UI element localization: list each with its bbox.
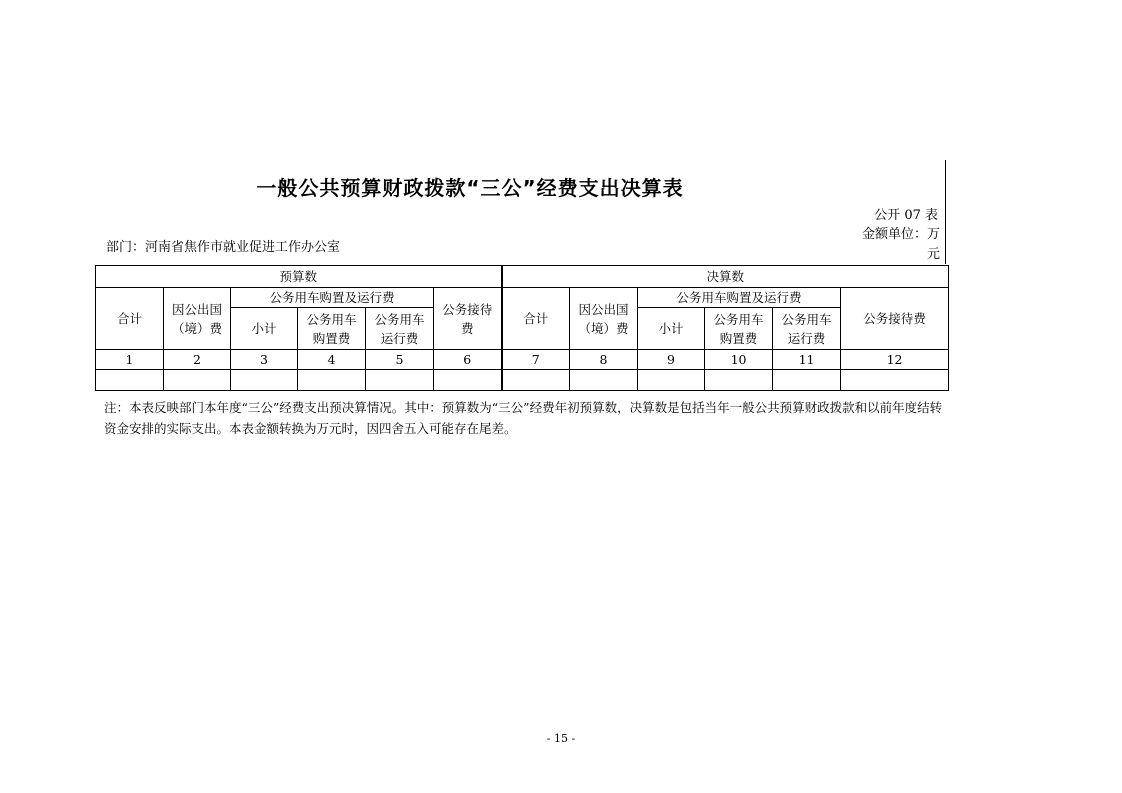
final-vehicle-purchase-line2: 购置费 (719, 330, 758, 346)
final-abroad-header (570, 288, 638, 350)
final-subtotal-header: 小计 (638, 308, 705, 350)
data-cell (841, 370, 949, 391)
column-number: 11 (773, 350, 841, 370)
table-note: 注：本表反映部门本年度“三公”经费支出预决算情况。其中：预算数为“三公”经费年初预算数，决算数是包括当年一般公共预算财政拨款和以前年度结转资金安排的实际支出。本表金额转换为万元时，因四舍五入可能存在尾差。 (104, 400, 943, 436)
final-reception-header: 公务接待费 (841, 288, 949, 350)
budget-vehicle-purchase-header (298, 308, 366, 350)
form-code: 公开 07 表 (874, 208, 938, 223)
three-public-expenses-table (95, 265, 949, 391)
final-vehicle-purchase-line1: 公务用车 (713, 311, 764, 327)
column-number: 2 (164, 350, 231, 370)
data-row (96, 370, 949, 391)
final-abroad-header-line1: 因公出国 (578, 301, 629, 317)
data-cell (164, 370, 231, 391)
column-number: 7 (502, 350, 570, 370)
page-title: 一般公共预算财政拨款“三公”经费支出决算表 (256, 176, 684, 200)
budget-vehicle-operation-line1: 公务用车 (374, 311, 425, 327)
column-number: 12 (841, 350, 949, 370)
final-vehicle-group-header: 公务用车购置及运行费 (638, 288, 841, 308)
amount-unit (830, 225, 940, 265)
data-cell (773, 370, 841, 391)
group-header-row (96, 266, 949, 288)
budget-reception-header-line2: 费 (461, 320, 474, 336)
budget-vehicle-group-header: 公务用车购置及运行费 (231, 288, 434, 308)
data-cell (705, 370, 773, 391)
budget-vehicle-operation-header (366, 308, 434, 350)
header-row-1 (96, 288, 949, 308)
amount-unit-line2: 元 (926, 247, 940, 262)
amount-unit-line1: 金额单位：万 (861, 227, 940, 242)
column-number: 10 (705, 350, 773, 370)
page-number: - 15 - (546, 732, 576, 745)
budget-vehicle-purchase-line2: 购置费 (312, 330, 351, 346)
final-vehicle-purchase-header (705, 308, 773, 350)
data-cell (231, 370, 298, 391)
budget-group-header: 预算数 (96, 266, 502, 288)
column-number: 8 (570, 350, 638, 370)
final-vehicle-operation-line1: 公务用车 (781, 311, 832, 327)
column-number-row (96, 350, 949, 370)
column-number: 3 (231, 350, 298, 370)
data-cell (366, 370, 434, 391)
budget-abroad-header (164, 288, 231, 350)
column-number: 6 (434, 350, 502, 370)
margin-line (945, 160, 946, 264)
budget-reception-header (434, 288, 502, 350)
data-cell (502, 370, 570, 391)
column-number: 9 (638, 350, 705, 370)
data-cell (434, 370, 502, 391)
final-total-header: 合计 (502, 288, 570, 350)
budget-vehicle-purchase-line1: 公务用车 (306, 311, 357, 327)
budget-vehicle-operation-line2: 运行费 (380, 330, 419, 346)
budget-abroad-header-line1: 因公出国 (171, 301, 222, 317)
column-number: 1 (96, 350, 164, 370)
final-vehicle-operation-header (773, 308, 841, 350)
budget-total-header: 合计 (96, 288, 164, 350)
final-group-header: 决算数 (502, 266, 949, 288)
department-label: 部门：河南省焦作市就业促进工作办公室 (106, 240, 341, 255)
budget-subtotal-header: 小计 (231, 308, 298, 350)
final-abroad-header-line2: （境）费 (578, 320, 629, 336)
column-number: 5 (366, 350, 434, 370)
data-cell (96, 370, 164, 391)
budget-abroad-header-line2: （境）费 (171, 320, 222, 336)
data-cell (298, 370, 366, 391)
final-vehicle-operation-line2: 运行费 (787, 330, 826, 346)
data-cell (638, 370, 705, 391)
data-cell (570, 370, 638, 391)
budget-reception-header-line1: 公务接待 (442, 301, 493, 317)
column-number: 4 (298, 350, 366, 370)
